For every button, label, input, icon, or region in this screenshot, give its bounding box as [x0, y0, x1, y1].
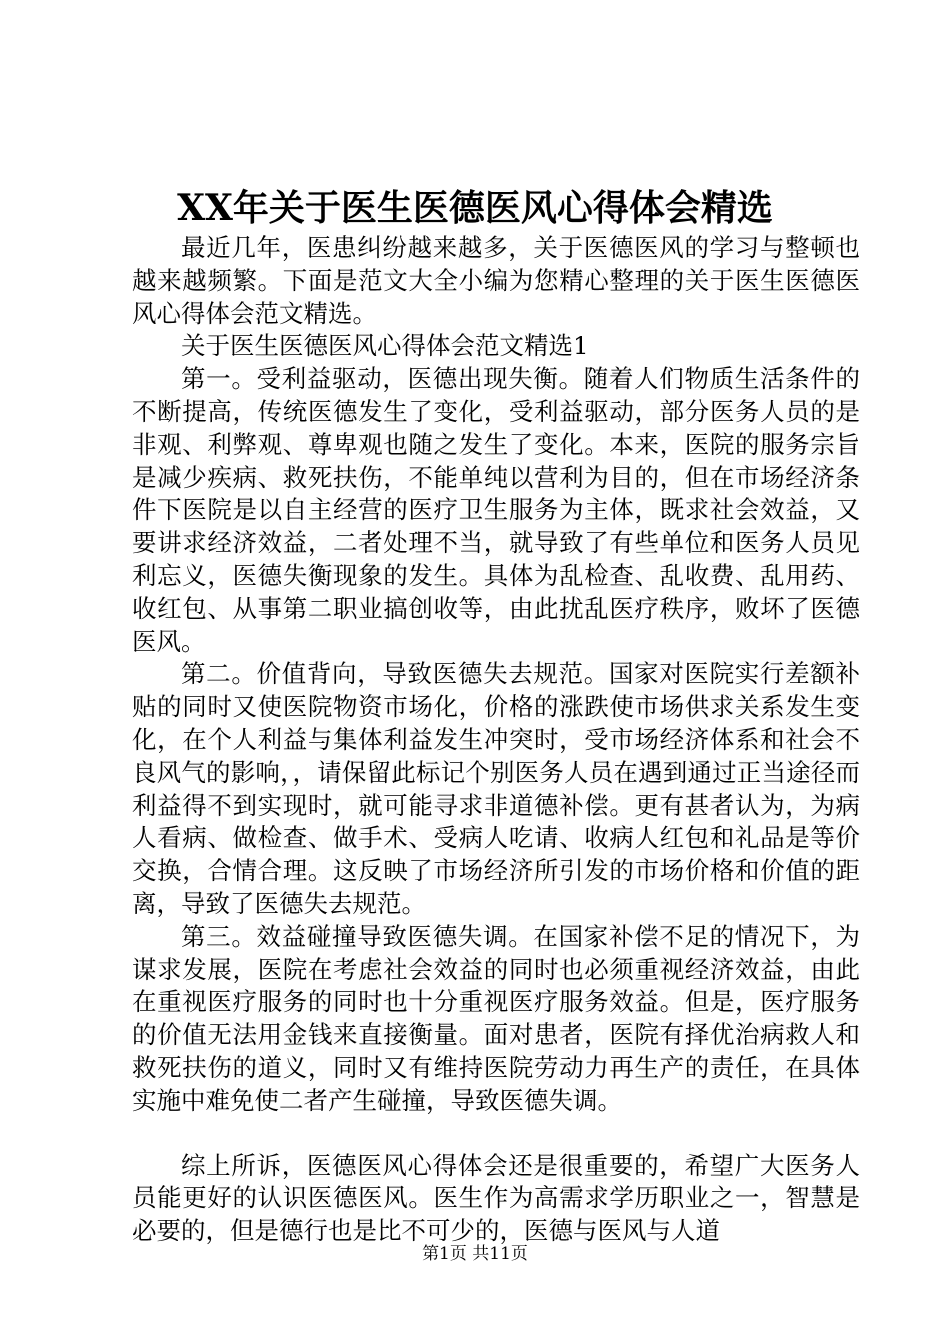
- page-footer: 第1页 共11页: [422, 1244, 528, 1264]
- point-two-paragraph: 第二。价值背向，导致医德失去规范。国家对医院实行差额补贴的同时又使医院物资市场化，价格的涨跌使市场供求关系发生变化，在个人利益与集体利益发生冲突时，受市场经济体系和社会不良风气的影响，，请保留此标记个别医务人员在遇到通过正当途径而利益得不到实现时，就可能寻求非道德补偿。更有甚者认为，为病人看病、做检查、做手术、受病人吃请、收病人红包和礼品是等价交换，合情合理。这反映了市场经济所引发的市场价格和价值的距离，导致了医德失去规范。: [132, 659, 860, 918]
- point-three-paragraph: 第三。效益碰撞导致医德失调。在国家补偿不足的情况下，为谋求发展，医院在考虑社会效益的同时也必须重视经济效益，由此在重视医疗服务的同时也十分重视医疗服务效益。但是，医疗服务的价值无法用金钱来直接衡量。面对患者，医院有择优治病救人和救死扶伤的道义，同时又有维持医院劳动力再生产的责任，在具体实施中难免使二者产生碰撞，导致医德失调。: [132, 921, 860, 1115]
- paragraph-spacer: [132, 1118, 860, 1150]
- document-body: [132, 232, 860, 1248]
- intro-paragraph: 最近几年，医患纠纷越来越多，关于医德医风的学习与整顿也越来越频繁。下面是范文大全小编为您精心整理的关于医生医德医风心得体会范文精选。: [132, 233, 860, 328]
- section-heading: 关于医生医德医风心得体会范文精选1: [181, 331, 589, 361]
- point-one-paragraph: 第一。受利益驱动，医德出现失衡。随着人们物质生活条件的不断提高，传统医德发生了变化，受利益驱动，部分医务人员的是非观、利弊观、尊卑观也随之发生了变化。本来，医院的服务宗旨是减少疾病、救死扶伤，不能单纯以营利为目的，但在市场经济条件下医院是以自主经营的医疗卫生服务为主体，既求社会效益，又要讲求经济效益，二者处理不当，就导致了有些单位和医务人员见利忘义，医德失衡现象的发生。具体为乱检查、乱收费、乱用药、收红包、从事第二职业搞创收等，由此扰乱医疗秩序，败坏了医德医风。: [132, 364, 860, 656]
- conclusion-paragraph: 综上所诉，医德医风心得体会还是很重要的，希望广大医务人员能更好的认识医德医风。医生作为高需求学历职业之一，智慧是必要的，但是德行也是比不可少的，医德与医风与人道: [132, 1150, 860, 1246]
- document-title: XX年关于医生医德医风心得体会精选: [177, 187, 773, 229]
